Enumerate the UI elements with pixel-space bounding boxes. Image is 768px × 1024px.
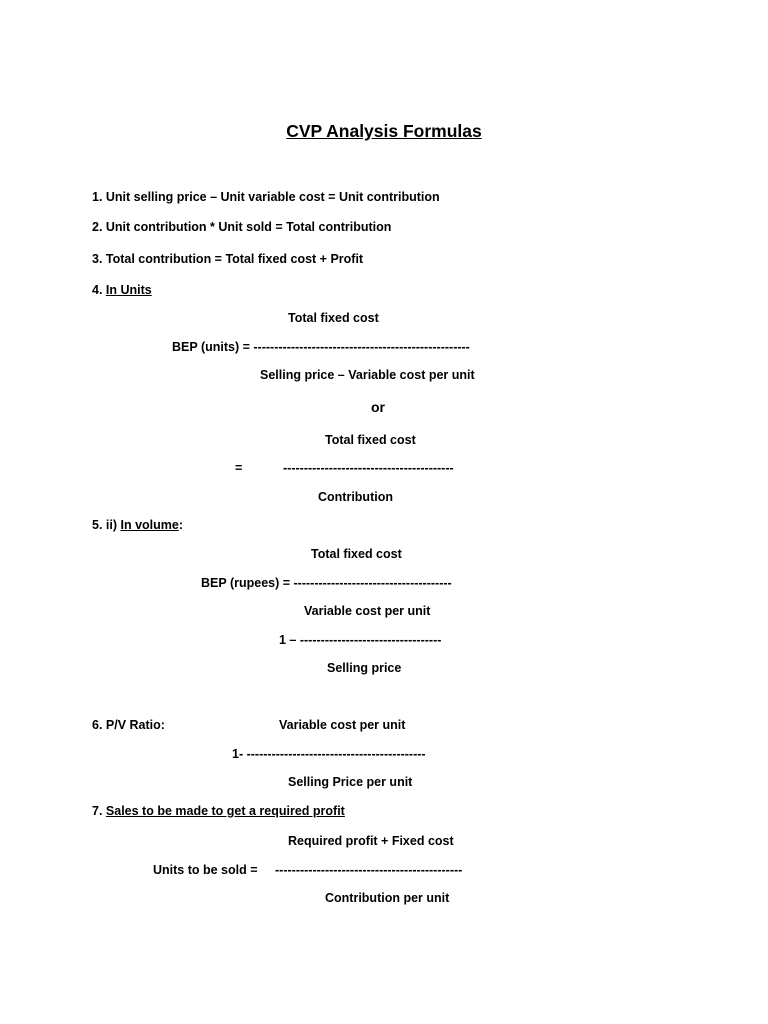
bep-rupees-label: BEP (rupees) =	[201, 576, 294, 590]
bep-rupees-inner-numerator: Variable cost per unit	[304, 604, 431, 618]
section-6-heading: 6. P/V Ratio:	[92, 718, 165, 732]
bep-alt-denominator: Contribution	[318, 490, 393, 504]
bep-rupees-dashes: --------------------------------------	[293, 576, 452, 590]
bep-rupees-inner-line	[279, 632, 441, 648]
bep-units-denominator: Selling price – Variable cost per unit	[260, 368, 475, 382]
section-5-paren: )	[112, 518, 118, 532]
section-7-number: 7.	[92, 804, 106, 818]
units-to-sell-dashes: ---------------------------------------------	[275, 863, 463, 877]
bep-rupees-line	[201, 575, 452, 591]
section-7-title: Sales to be made to get a required profit	[105, 804, 345, 818]
section-5-heading	[92, 517, 183, 533]
pv-ratio-denominator: Selling Price per unit	[288, 775, 413, 789]
pv-ratio-dashes: -------------------------------------------	[246, 747, 426, 761]
bep-rupees-numerator: Total fixed cost	[311, 547, 402, 561]
formula-3: 3. Total contribution = Total fixed cost + Profit	[92, 252, 364, 266]
section-5-title: In volume	[120, 518, 179, 532]
bep-units-label: BEP (units) =	[172, 340, 254, 354]
formula-1: 1. Unit selling price – Unit variable cost = Unit contribution	[92, 190, 440, 204]
bep-alt-numerator: Total fixed cost	[325, 433, 416, 447]
or-separator: or	[371, 399, 385, 415]
section-4-title: In Units	[105, 283, 152, 297]
required-profit-denominator: Contribution per unit	[325, 891, 450, 905]
required-profit-numerator: Required profit + Fixed cost	[288, 834, 454, 848]
section-5-number: 5. ii	[92, 518, 113, 532]
section-7-heading	[92, 803, 345, 819]
pv-ratio-one-minus: 1-	[232, 747, 247, 761]
bep-alt-dashes: -----------------------------------------	[283, 461, 454, 475]
bep-units-numerator: Total fixed cost	[288, 311, 379, 325]
bep-rupees-one-minus: 1 –	[279, 633, 300, 647]
section-4-number: 4.	[92, 283, 106, 297]
bep-units-dashes: ----------------------------------------------------	[253, 340, 470, 354]
pv-ratio-line	[232, 746, 426, 762]
pv-ratio-numerator: Variable cost per unit	[279, 718, 406, 732]
page-title: CVP Analysis Formulas	[286, 121, 482, 141]
units-to-sell-label: Units to be sold =	[153, 863, 258, 877]
section-4-heading	[92, 282, 152, 298]
bep-rupees-inner-denominator: Selling price	[327, 661, 402, 675]
bep-units-line	[172, 339, 470, 355]
bep-alt-equals: =	[235, 461, 243, 475]
bep-rupees-inner-dashes: ----------------------------------	[299, 633, 442, 647]
section-5-colon: :	[178, 518, 184, 532]
formula-2: 2. Unit contribution * Unit sold = Total contribution	[92, 220, 392, 234]
